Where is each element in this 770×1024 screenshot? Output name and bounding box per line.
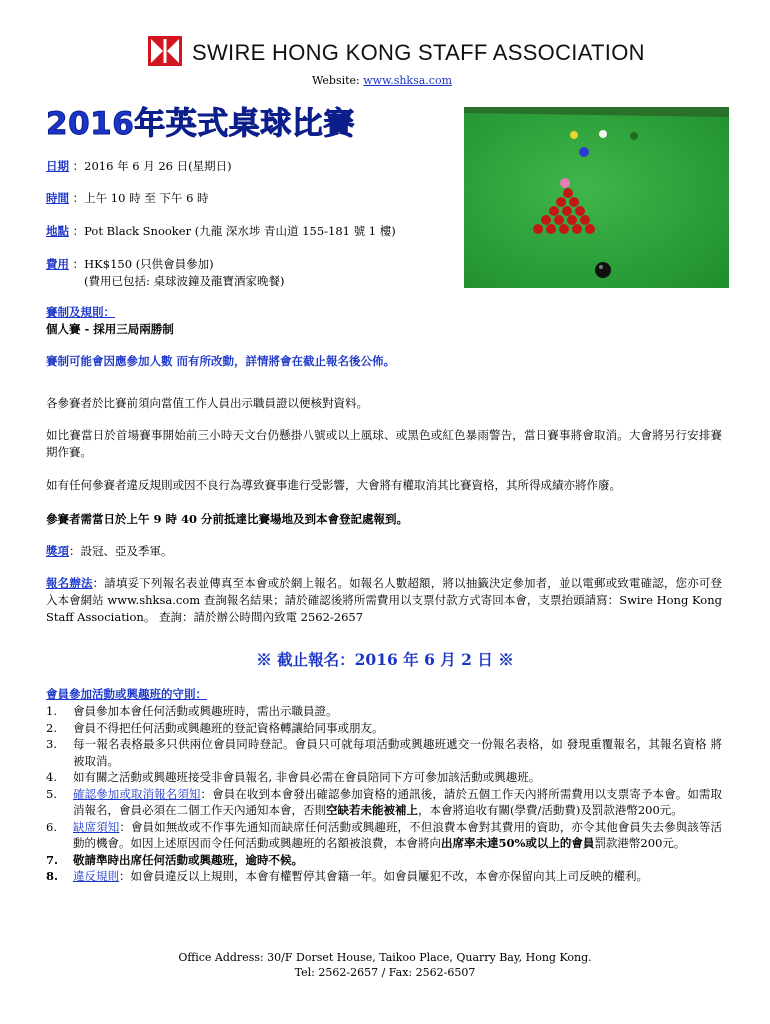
rule-item: 4. 如有關之活動或興趣班接受非會員報名, 非會員必需在會員陪同下方可參加該活動或興趣班。: [46, 770, 541, 784]
awards-label: 獎項: [46, 544, 69, 558]
rules-title: 會員參加活動或興趣班的守則：: [46, 687, 207, 701]
venue-value: ：Pot Black Snooker (九龍 深水埗 青山道 155-181 號 1 樓): [72, 224, 396, 238]
rule-text: ：會員在收到本會發出確認參加資格的通訊後，請於五個工作天內將所需費用以支票寄予本會。如需取消報名，會員必須在二個工作天內通知本會，否則: [73, 786, 722, 817]
date-row: [46, 158, 232, 174]
venue-row: [46, 223, 396, 239]
rule-text: 如有關之活動或興趣班接受非會員報名, 非會員必需在會員陪同下方可參加該活動或興趣班。: [73, 770, 541, 784]
deadline-banner: ※ 截止報名：2016 年 6 月 2 日 ※: [256, 650, 514, 669]
footer: [0, 950, 770, 980]
date-label: 日期: [46, 159, 69, 173]
rule-label: 確認參加或取消報名須知: [73, 786, 201, 801]
individual-format: 個人賽 - 採用三局兩勝制: [46, 322, 174, 336]
rule-label: 違反規則: [73, 869, 119, 883]
rule-item: 6. 缺席須知：會員如無故或不作事先通知而缺席任何活動或興趣班，不但浪費本會對其費用的資助，亦令其他會員失去參與該等活動的機會。如因上述原因而令任何活動或興趣班的名額被浪費，本會將向出席率未達50%或以上的會員罰款港幣200元。: [46, 819, 723, 850]
rule-item: 3. 每一報名表格最多只供兩位會員同時登記。會員只可就每項活動或興趣班遞交一份報名表格，如 發現重覆報名，其報名資格 將被取消。: [46, 737, 722, 768]
rule-label: 缺席須知: [73, 819, 120, 834]
snooker-table-image: [464, 107, 729, 288]
rule-text: 會員不得把任何活動或興趣班的登記資格轉讓給同事或朋友。: [73, 720, 384, 735]
rule-item: 1. 會員參加本會任何活動或興趣班時，需出示職員證。: [46, 704, 338, 718]
rule-text: ，本會將追收有關(學費/活動費)及罰款港幣200元。: [418, 803, 683, 817]
rules-list: [46, 703, 722, 885]
signup-label: 報名辦法: [46, 576, 93, 590]
organization-name: SWIRE HONG KONG STAFF ASSOCIATION: [192, 40, 645, 65]
rule-text: ：會員如無故或不作事先通知而缺席任何活動或興趣班，不但浪費本會對其費用的資助，亦令其他會員失去參與該等活動的機會。如因上述原因而令任何活動或興趣班的名額被浪費，本會將向: [73, 819, 723, 850]
website-link[interactable]: www.shksa.com: [363, 74, 453, 87]
venue-label: 地點: [46, 224, 69, 238]
office-address: Office Address: 30/F Dorset House, Taikoo Place, Quarry Bay, Hong Kong.: [178, 951, 592, 964]
rule-item: 7. 敬請準時出席任何活動或興趣班，逾時不候。: [46, 852, 303, 867]
date-value: ：2016 年 6 月 26 日(星期日): [72, 159, 232, 173]
rule-item: 2. 會員不得把任何活動或興趣班的登記資格轉讓給同事或朋友。: [46, 720, 384, 735]
website-label: Website:: [312, 74, 360, 87]
fee-value: ：HK$150 (只供會員參加): [72, 257, 214, 271]
signup-paragraph: [46, 575, 722, 626]
website-line: [312, 74, 452, 87]
report-time-paragraph: 參賽者需當日於上午 9 時 40 分前抵達比賽場地及到本會登記處報到。: [46, 512, 409, 526]
contact-phone: Tel: 2562-2657 / Fax: 2562-6507: [294, 966, 476, 979]
time-row: [46, 190, 209, 206]
rule-text: ：如會員違反以上規則，本會有權暫停其會籍一年。如會員屢犯不改，本會亦保留向其上司反映的權利。: [119, 869, 648, 883]
rule-text: 每一報名表格最多只供兩位會員同時登記。會員只可就每項活動或興趣班遞交一份報名表格，如 發現重覆報名，其報名資格 將被取消。: [73, 737, 722, 768]
fee-row: [46, 256, 214, 272]
awards-value: ：設冠、亞及季軍。: [69, 544, 173, 558]
rule-emphasis: 出席率未達50%或以上的會員: [441, 836, 595, 850]
fee-label: 費用: [46, 257, 69, 271]
rule-item: 8. 違反規則：如會員違反以上規則，本會有權暫停其會籍一年。如會員屢犯不改，本會亦保留向其上司反映的權利。: [46, 869, 648, 883]
time-label: 時間: [46, 191, 69, 205]
awards-row: [46, 543, 722, 560]
rule-text: 會員參加本會任何活動或興趣班時，需出示職員證。: [73, 704, 338, 718]
conduct-paragraph: 如有任何參賽者違反規則或因不良行為導致賽事進行受影響，大會將有權取消其比賽資格，其所得成績亦將作廢。: [46, 478, 621, 492]
signup-value: ：請填妥下列報名表並傳真至本會或於網上報名。如報名人數超額，將以抽籤決定參加者，並以電郵或致電確認，您亦可登入本會網站 www.shksa.com 查詢報名結果；請於確認後將所需費用以支票付款方式寄回本會，支票抬頭請寫：Swire Hong Kong Staff Association。 查詢：請於辦公時間內致電 2562-2657: [46, 576, 723, 624]
id-check-paragraph: 各參賽者於比賽前須向當值工作人員出示職員證以便核對資料。: [46, 396, 368, 410]
fee-note: (費用已包括: 桌球波鐘及龍寶酒家晚餐): [84, 274, 285, 288]
rule-text: 敬請準時出席任何活動或興趣班，逾時不候。: [73, 852, 303, 867]
rule-text: 罰款港幣200元。: [594, 836, 686, 850]
weather-paragraph: 如比賽當日於首場賽事開始前三小時天文台仍懸掛八號或以上風球、或黑色或紅色暴雨警告，當日賽事將會取消。大會將另行安排賽期作賽。: [46, 428, 722, 459]
rule-emphasis: 空缺若未能被補上: [326, 803, 418, 817]
swire-logo-icon: [148, 36, 182, 66]
time-value: ：上午 10 時 至 下午 6 時: [72, 191, 209, 205]
format-notice: 賽制可能會因應參加人數 而有所改動，詳情將會在截止報名後公佈。: [46, 354, 395, 368]
event-title: 2016年英式桌球比賽: [46, 106, 355, 142]
rule-item: 5. 確認參加或取消報名須知：會員在收到本會發出確認參加資格的通訊後，請於五個工作天內將所需費用以支票寄予本會。如需取消報名，會員必須在二個工作天內通知本會，否則空缺若未能被補上，本會將追收有關(學費/活動費)及罰款港幣200元。: [46, 786, 722, 817]
format-heading: 賽制及規則：: [46, 305, 115, 319]
